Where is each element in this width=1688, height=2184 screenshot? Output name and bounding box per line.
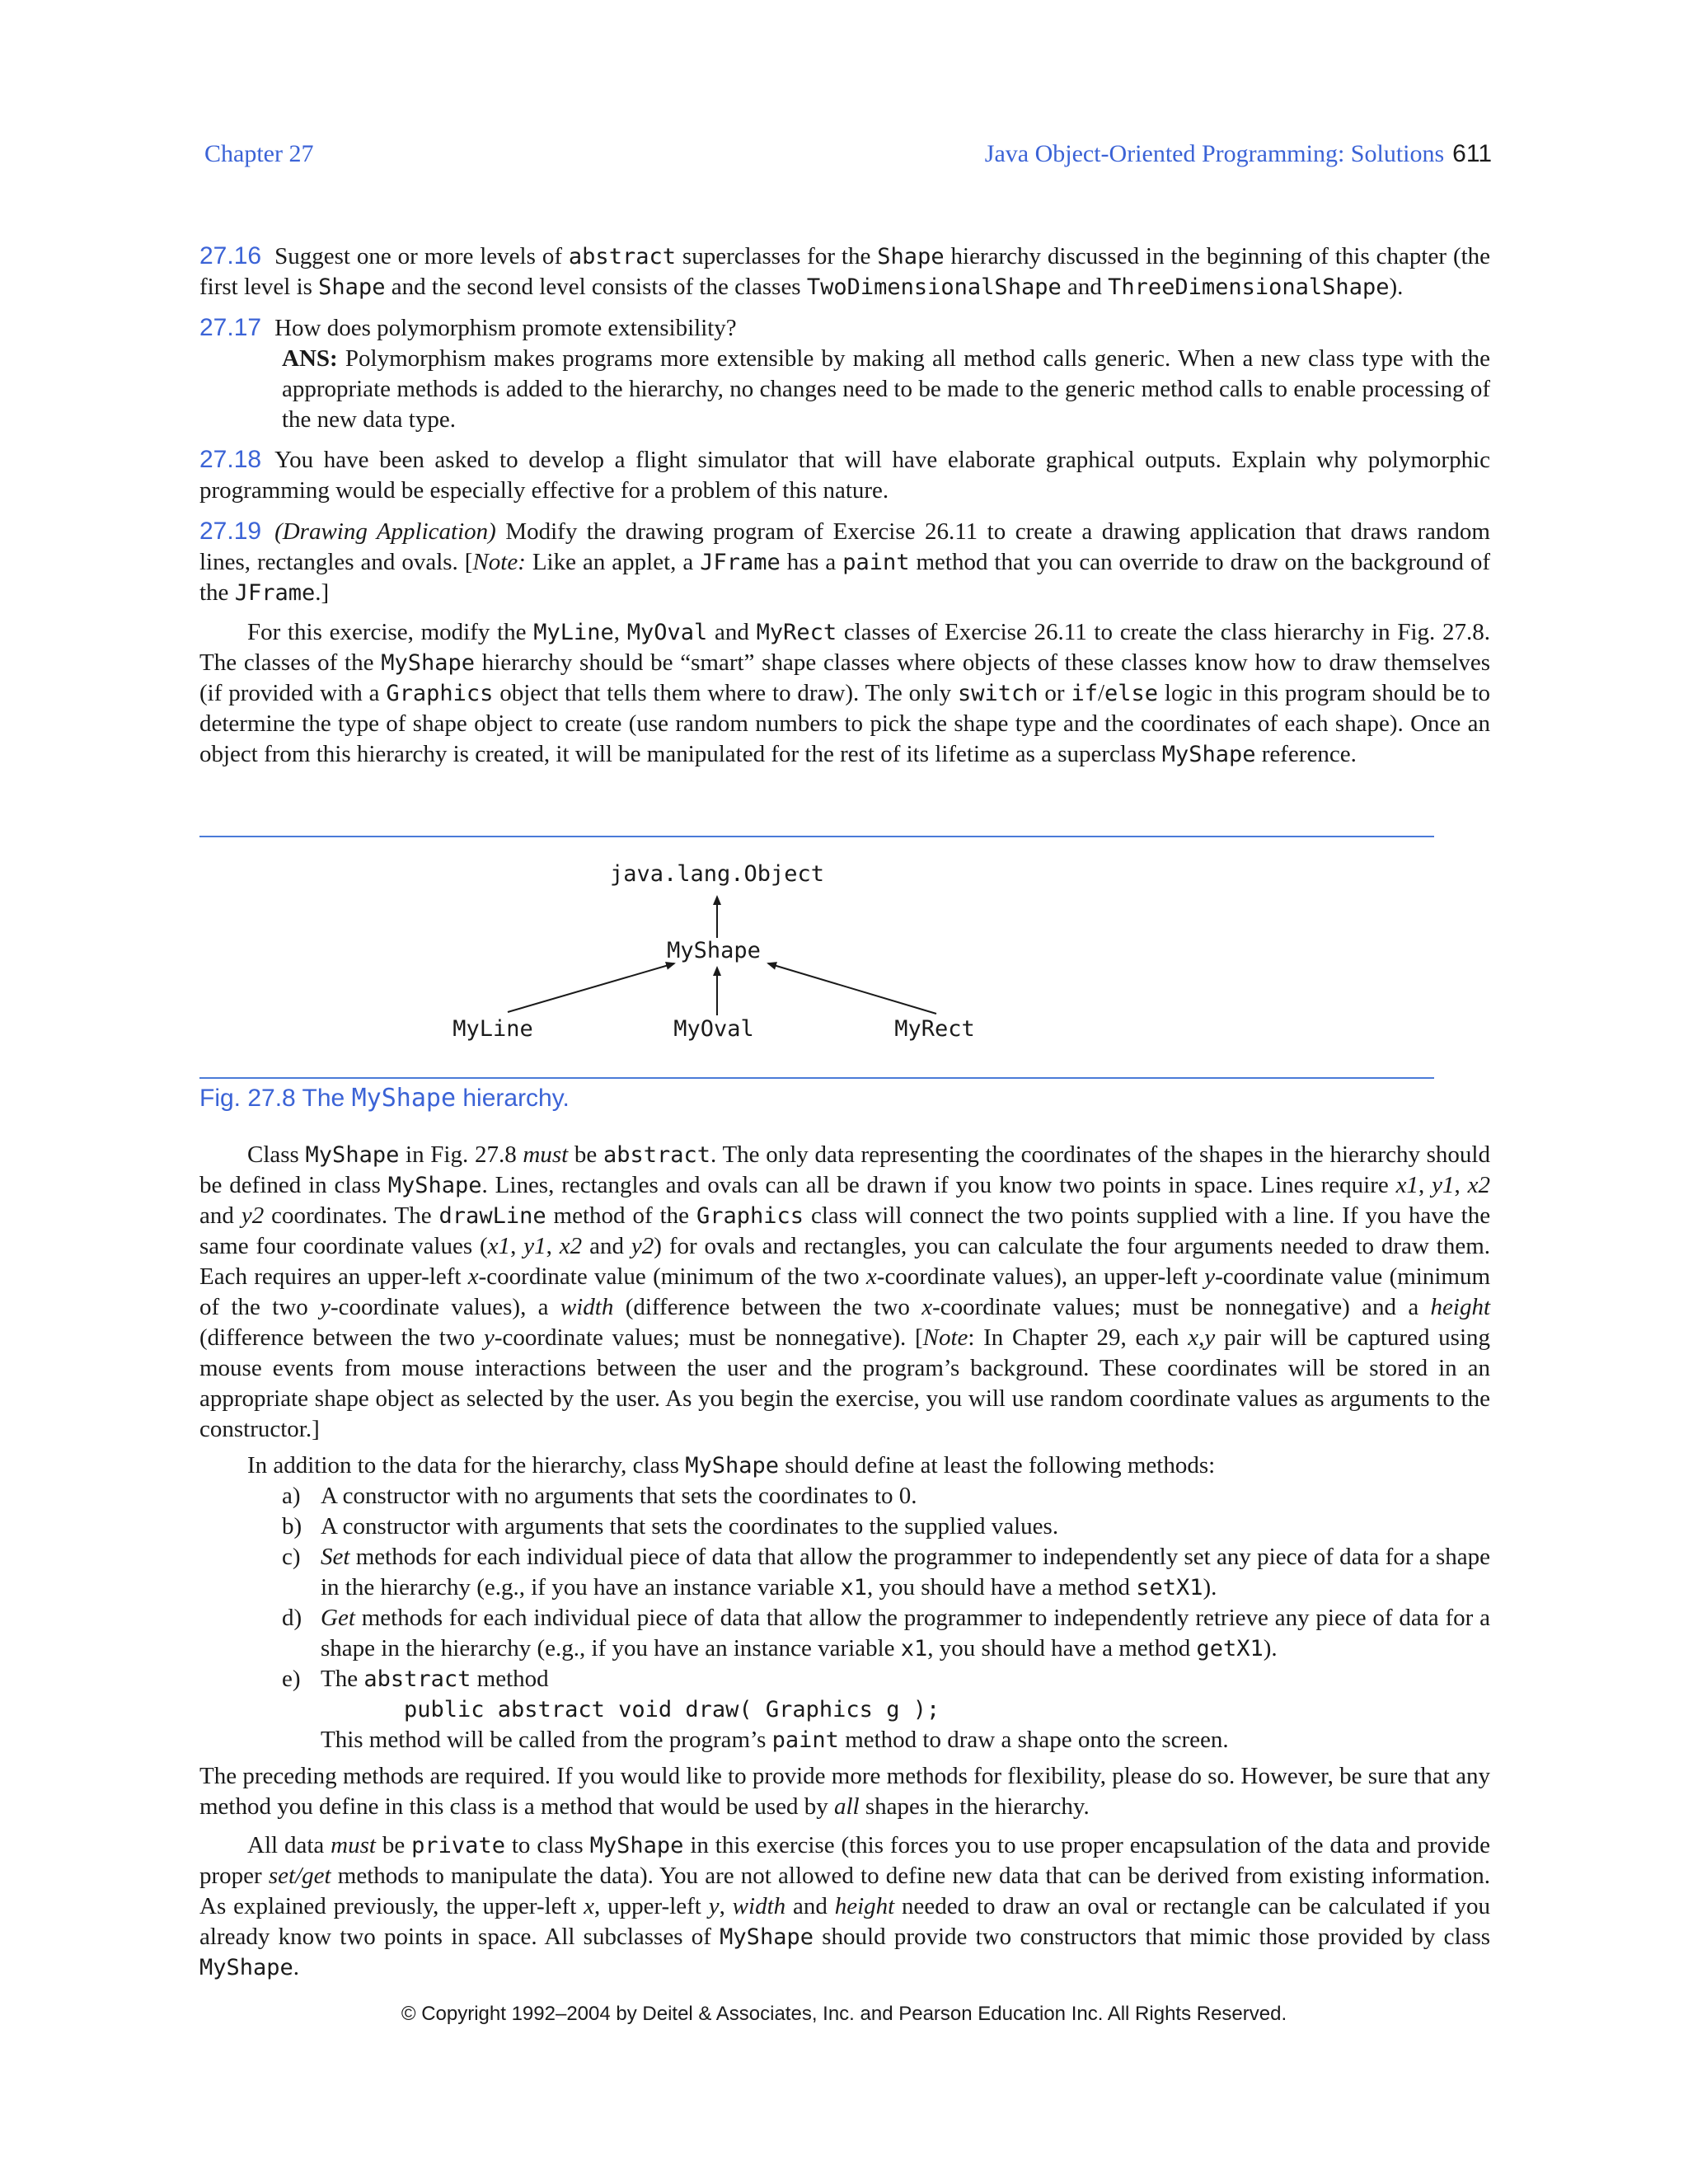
text: -coordinate value (minimum of the two	[199, 1263, 1491, 1320]
text: shapes in the hierarchy.	[865, 1793, 1090, 1820]
text: -coordinate values; must be nonnegative) and a	[932, 1294, 1419, 1320]
code: MyShape	[305, 1142, 400, 1168]
text: method	[476, 1666, 549, 1692]
text: You have been asked to develop a flight simulator that will have elaborate graphical outputs. Explain why polymorphic programming would be especially effective for a problem of this nature.	[199, 447, 1490, 504]
text: should define at least the following methods:	[785, 1452, 1216, 1479]
header-title: Java Object-Oriented Programming: Solutions	[984, 140, 1445, 167]
text: . Lines, rectangles and ovals can all be drawn if you know two points in space. Lines require	[481, 1172, 1389, 1198]
text: , you should have a method	[927, 1635, 1191, 1661]
exercise-title: (Drawing Application)	[274, 518, 496, 545]
exercise-27-17	[199, 312, 1490, 435]
emphasis: y2	[631, 1233, 654, 1259]
question: How does polymorphism promote extensibility?	[274, 315, 737, 341]
text: logic in this program should be to determine the type of shape object to create (use random numbers to pick the shape type and the coordinates of each shape). Once an object from this hierarchy is created, it will be manipulated for the rest of its lifetime as a superclass	[199, 680, 1491, 767]
text: ,	[719, 1893, 725, 1919]
text: .	[293, 1954, 300, 1980]
exercise-number: 27.19	[199, 518, 262, 545]
text: superclasses for the	[682, 243, 871, 269]
code: abstract	[568, 244, 676, 269]
text: In addition to the data for the hierarchy, class	[247, 1452, 679, 1479]
emphasis: x	[467, 1263, 479, 1290]
answer-text: Polymorphism makes programs more extensible by making all method calls generic. When a new class type with the appropriate methods is added to the hierarchy, no changes need to be made to the generic method calls to enable processing of the new data type.	[282, 345, 1490, 433]
code: MyShape	[720, 1924, 814, 1950]
emphasis: y1	[523, 1233, 546, 1259]
code: Shape	[318, 274, 386, 300]
text: has a	[786, 549, 837, 575]
text: and	[715, 619, 749, 645]
exercise-27-19	[199, 516, 1490, 608]
text: class will connect the two points supplied with a line. If you have the same four coordinate values (	[199, 1202, 1491, 1259]
list-item	[282, 1511, 1490, 1542]
node-myshape: MyShape	[667, 938, 761, 963]
list-item	[282, 1664, 1490, 1694]
text: methods for each individual piece of data that allow the programmer to independently retrieve any piece of data for a shape in the hierarchy (e.g., if you have an instance variable	[321, 1605, 1490, 1661]
list-followup	[321, 1725, 1490, 1755]
emphasis: y1	[1432, 1172, 1455, 1198]
text: hierarchy should be “smart” shape classes where objects of these classes know how to draw themselves (if provided with a	[199, 649, 1491, 706]
text: For this exercise, modify the	[247, 619, 527, 645]
code: MyShape	[1161, 742, 1256, 767]
text: (difference between the two	[199, 1324, 476, 1351]
text: , you should have a method	[867, 1574, 1130, 1601]
copyright-footer: © Copyright 1992–2004 by Deitel & Associates, Inc. and Pearson Education Inc. All Rights Reserved.	[401, 2003, 1287, 2025]
code: else	[1104, 681, 1159, 706]
emphasis: x	[584, 1893, 595, 1919]
code: TwoDimensionalShape	[806, 274, 1062, 300]
paragraph-myshape-coordinates: Class MyShape in Fig. 27.8 must be abstract. The only data representing the coordinates of the shapes in the hierarchy should be defined in class MyShape. Lines, rectangles and ovals can all be drawn if you know two points in space. Lines require x1, y1, x2 and y2 coordinates. The drawLine method of the Graphics class will connect the two points supplied with a line. If you have the same four coordinate values (x1, y1, x2 and y2) for ovals and rectangles, you can calculate the four arguments needed to draw them. Each requires an upper-left x-coordinate value (minimum of the two x-coordinate values), an upper-left y-coordinate value (minimum of the two y-coordinate values), a width (difference between the two x-coordinate values; must be nonnegative) and a height (difference between the two y-coordinate values; must be nonnegative). [Note: In Chapter 29, each x,y pair will be captured using mouse events from mouse interactions between the user and the program’s background. These coordinates will be stored in an appropriate shape object as selected by the user. As you begin the exercise, you will use random coordinate values as arguments to the constructor.]	[199, 1141, 1491, 1442]
text: in this exercise (this forces you to use proper encapsulation of the data and provide proper	[199, 1832, 1491, 1889]
code: abstract	[363, 1666, 471, 1692]
text: and	[199, 1202, 234, 1229]
emphasis: y	[320, 1294, 331, 1320]
emphasis: x2	[1467, 1172, 1491, 1198]
text: ) for ovals and rectangles, you can calculate the four arguments needed to draw them. Each requires an upper-left	[199, 1233, 1491, 1290]
code: MyShape	[199, 1955, 293, 1980]
emphasis: x	[865, 1263, 877, 1290]
text: and	[792, 1893, 828, 1919]
code: public abstract void draw( Graphics g );	[404, 1697, 940, 1722]
text: . The only data representing the coordinates of the shapes in the hierarchy should be defined in class	[199, 1141, 1490, 1198]
list-body	[321, 1664, 1490, 1694]
text: method of the	[553, 1202, 689, 1229]
text: Class	[247, 1141, 299, 1168]
methods-section	[199, 1451, 1490, 1755]
text: object that tells them where to draw). The only	[499, 680, 952, 706]
list-item	[282, 1481, 1490, 1511]
running-header-chapter: Chapter 27	[204, 140, 314, 167]
text: method to draw a shape onto the screen.	[845, 1727, 1229, 1753]
exercise-27-18	[199, 444, 1490, 506]
text: be	[382, 1832, 406, 1858]
code: Graphics	[696, 1203, 804, 1229]
hierarchy-diagram	[0, 841, 1688, 1071]
code: MyShape	[589, 1833, 684, 1858]
code: if	[1071, 681, 1098, 706]
emphasis: must	[523, 1141, 569, 1168]
answer-block	[282, 344, 1490, 435]
text: -coordinate value (minimum of the two	[478, 1263, 860, 1290]
text: or	[1044, 680, 1065, 706]
caption-text: hierarchy.	[462, 1085, 570, 1112]
text: -coordinate values), a	[330, 1294, 549, 1320]
emphasis: Get	[321, 1605, 355, 1631]
code: x1	[840, 1575, 867, 1601]
emphasis: y2	[241, 1202, 265, 1229]
text: should provide two constructors that mimic those provided by class	[822, 1924, 1491, 1950]
text: methods for each individual piece of data that allow the programmer to independently set any piece of data for a shape in the hierarchy (e.g., if you have an instance variable	[321, 1544, 1490, 1601]
text: reference.	[1261, 741, 1357, 767]
arrow-myline-to-myshape	[508, 963, 674, 1012]
code: JFrame	[234, 580, 316, 606]
caption-code: MyShape	[351, 1084, 457, 1113]
text: Suggest one or more levels of	[274, 243, 562, 269]
code: MyShape	[381, 650, 476, 676]
caption-prefix: Fig. 27.8	[199, 1085, 296, 1112]
code: drawLine	[438, 1203, 546, 1229]
node-myrect: MyRect	[894, 1016, 975, 1042]
list-label: b)	[282, 1513, 302, 1540]
code: switch	[958, 681, 1039, 706]
text: ).	[1389, 274, 1404, 300]
text: needed to draw an oval or rectangle can be calculated if you already know two points in space. All subclasses of	[199, 1893, 1491, 1950]
text: -coordinate values; must be nonnegative). [	[494, 1324, 923, 1351]
node-myoval: MyOval	[673, 1016, 754, 1042]
list-item	[282, 1542, 1490, 1603]
emphasis: x2	[559, 1233, 583, 1259]
code: setX1	[1136, 1575, 1203, 1601]
emphasis: height	[834, 1893, 895, 1919]
emphasis: x1	[487, 1233, 511, 1259]
text: hierarchy discussed in the beginning of this chapter (the first level is	[199, 243, 1491, 300]
node-myline: MyLine	[452, 1016, 533, 1042]
text: and the second level consists of the classes	[391, 274, 801, 300]
figure-top-rule	[199, 836, 1434, 837]
list-body	[321, 1603, 1490, 1664]
figure-caption	[199, 1084, 570, 1113]
emphasis: y	[1204, 1263, 1216, 1290]
text: This method will be called from the program’s	[321, 1727, 767, 1753]
methods-intro	[199, 1451, 1490, 1481]
text: All data	[247, 1832, 325, 1858]
note-label: Note:	[472, 549, 526, 575]
code: MyShape	[685, 1453, 780, 1479]
emphasis: width	[560, 1294, 614, 1320]
emphasis: x,y	[1188, 1324, 1216, 1351]
code: Shape	[877, 244, 945, 269]
text: Modify the drawing program of Exercise 26.11 to create a drawing application that draws random lines, rectangles and ovals. [	[199, 518, 1490, 575]
page-number: 611	[1452, 140, 1492, 167]
list-label: a)	[282, 1483, 301, 1509]
emphasis: x1	[1395, 1172, 1419, 1198]
text: : In Chapter 29, each	[968, 1324, 1179, 1351]
figure-bottom-rule	[199, 1077, 1434, 1079]
emphasis: height	[1430, 1294, 1491, 1320]
text: , upper-left	[594, 1893, 701, 1919]
exercise-number: 27.18	[199, 446, 262, 473]
exercise-number: 27.16	[199, 242, 262, 269]
paragraph-private-data	[199, 1830, 1490, 1983]
paragraph-class-hierarchy: For this exercise, modify the MyLine, MyOval and MyRect classes of Exercise 26.11 to create the class hierarchy in Fig. 27.8. The classes of the MyShape hierarchy should be “smart” shape classes where objects of these classes know how to draw themselves (if provided with a Graphics object that tells them where to draw). The only switch or if/else logic in this program should be to determine the type of shape object to create (use random numbers to pick the shape type and the coordinates of each shape). Once an object from this hierarchy is created, it will be manipulated for the rest of its lifetime as a superclass MyShape reference.	[199, 619, 1491, 767]
list-label: e)	[282, 1666, 301, 1692]
list-label: d)	[282, 1605, 302, 1631]
code: JFrame	[700, 550, 781, 575]
running-header-title	[985, 140, 1492, 168]
exercise-number: 27.17	[199, 314, 262, 341]
node-java-lang-object: java.lang.Object	[609, 861, 825, 887]
text: method that you can override to draw on the background of the	[199, 549, 1490, 606]
text: classes of Exercise 26.11 to create the class hierarchy in Fig. 27.8. The classes of the	[199, 619, 1490, 676]
caption-text: The	[302, 1085, 345, 1112]
emphasis: set/get	[268, 1863, 331, 1889]
text: and	[589, 1233, 624, 1259]
text: Like an applet, a	[532, 549, 694, 575]
paragraph-required-methods	[199, 1761, 1490, 1822]
text: ).	[1203, 1574, 1217, 1601]
code: paint	[771, 1727, 839, 1753]
code: Graphics	[386, 681, 494, 706]
code: MyShape	[387, 1173, 482, 1198]
code: abstract	[603, 1142, 711, 1168]
text: methods to manipulate the data). You are not allowed to define new data that can be derived from existing information. As explained previously, the upper-left	[199, 1863, 1491, 1919]
code: private	[411, 1833, 505, 1858]
emphasis: x	[921, 1294, 933, 1320]
list-item	[282, 1603, 1490, 1664]
list-text: A constructor with no arguments that sets the coordinates to 0.	[321, 1483, 917, 1509]
answer-label: ANS:	[282, 345, 338, 372]
emphasis: must	[331, 1832, 376, 1858]
emphasis: width	[732, 1893, 786, 1919]
code: MyRect	[756, 620, 837, 645]
text: coordinates. The	[271, 1202, 432, 1229]
text: and	[1067, 274, 1102, 300]
note-label: Note	[922, 1324, 968, 1351]
methods-list	[282, 1481, 1490, 1755]
code: ThreeDimensionalShape	[1108, 274, 1390, 300]
emphasis: all	[834, 1793, 860, 1820]
text: in Fig. 27.8	[406, 1141, 517, 1168]
text: The	[321, 1666, 359, 1692]
text: (difference between the two	[625, 1294, 910, 1320]
code: paint	[842, 550, 910, 575]
text: be	[574, 1141, 598, 1168]
code: getX1	[1196, 1636, 1264, 1661]
emphasis: y	[708, 1893, 720, 1919]
text: pair will be captured using mouse events from mouse interactions between the user and the program’s background. These coordinates will be stored in an appropriate shape object as selected by the user. As you begin the exercise, you will use random coordinate values as arguments to the constructor.]	[199, 1324, 1490, 1442]
list-label: c)	[282, 1544, 301, 1570]
text: to class	[511, 1832, 584, 1858]
emphasis: y	[484, 1324, 495, 1351]
list-body	[321, 1542, 1490, 1603]
code: x1	[900, 1636, 928, 1661]
code: MyOval	[626, 620, 708, 645]
text: -coordinate values), an upper-left	[876, 1263, 1198, 1290]
text: The preceding methods are required. If you would like to provide more methods for flexibility, please do so. However, be sure that any method you define in this class is a method that would be used by	[199, 1763, 1490, 1820]
list-text: A constructor with arguments that sets the coordinates to the supplied values.	[321, 1513, 1059, 1540]
arrow-myrect-to-myshape	[768, 963, 936, 1014]
exercise-27-16	[199, 241, 1490, 302]
emphasis: Set	[321, 1544, 350, 1570]
code: MyLine	[533, 620, 614, 645]
text: .]	[315, 579, 330, 606]
text: ).	[1263, 1635, 1278, 1661]
code-line	[404, 1694, 1490, 1725]
